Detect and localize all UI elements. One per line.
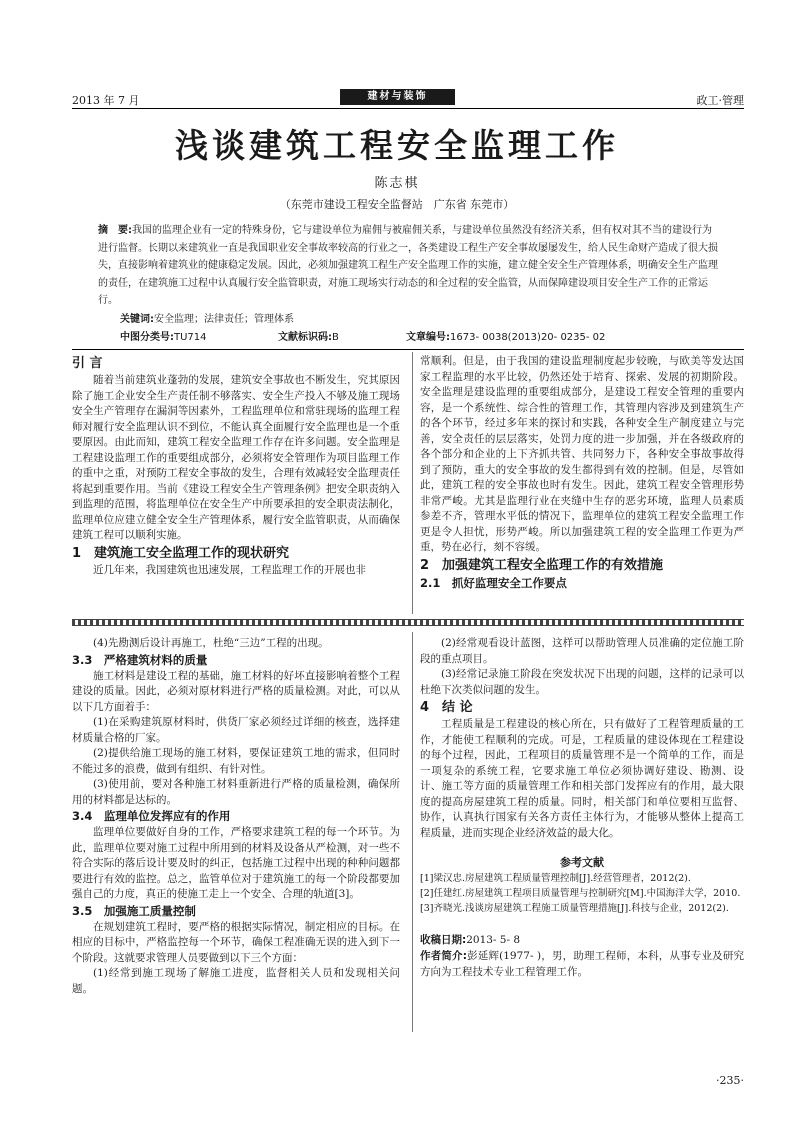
- received-label: 收稿日期:: [420, 933, 467, 946]
- section-3-5-item-3: (3)经常记录施工阶段在突发状况下出现的问题，这样的记录可以杜绝下次类似问题的发生。: [420, 668, 744, 696]
- continuation-divider: [72, 619, 744, 626]
- intro-paragraph: 随着当前建筑业蓬勃的发展，建筑安全事故也不断发生，究其原因除了施工企业安全生产责任制不够落实、安全生产投入不够及施工现场安全生产管理存在漏洞等因素外，工程监理单位和常驻现场的监理工程师对履行安全监理认识不到位，不能认真全面履行安全监理也是一个重要原因。由此而知，建筑工程安全监理工作存在许多问题。安全监理是工程建设监理工作的重要组成部分，必须将安全管理作为项目监理工作的重中之重，对预防工程安全事故的发生，合理有效减轻安全监理责任将起到重要作用。当前《建设工程安全生产管理条例》把安全职责纳入到监理的范围，将监理单位在安全生产中所要承担的安全职责法制化，监理单位应建立健全安全生产管理体系，履行安全监管职责，从而确保建筑工程可以顺利实施。: [72, 374, 400, 541]
- section-2-heading: 2 加强建筑工程安全监理工作的有效措施: [420, 557, 664, 573]
- abstract-text: 我国的监理企业有一定的特殊身份，它与建设单位为雇佣与被雇佣关系，与建设单位虽然没有经济关系，但有权对其不当的建设行为进行监督。长期以来建筑业一直是我国职业安全事故率较高的行业之一，各类建设工程生产安全事故屡屡发生，给人民生命财产造成了很大损失，直接影响着建筑业的健康稳定发展。因此，必须加强建筑工程生产安全监理工作的实施，建立健全安全生产管理体系，明确安全生产监理的责任，在建筑施工过程中认真履行安全监管职责，对施工现场实行动态的和全过程的安全监管，从而保障建设项目安全生产工作的正常运行。: [98, 225, 718, 307]
- abstract-rule: [72, 349, 744, 350]
- reference-item: [3]齐晓光.浅谈房屋建筑工程施工质量管理措施[J].科技与企业，2012(2).: [420, 902, 729, 914]
- section-3-3-heading: 3.3 严格建筑材料的质量: [72, 652, 208, 667]
- section-1-heading: 1 建筑施工安全监理工作的现状研究: [72, 545, 290, 561]
- section-3-4-paragraph: 监理单位要做好自身的工作，严格要求建筑工程的每一个环节。为此，监理单位要对施工过程中所用到的材料及设备从严检测，对一些不符合实际的落后设计要及时的纠正，包括施工过程中出现的种种问题都要进行有效的监控。总之，监管单位对于建筑施工的每一个阶段都要加强自己的力度，真正的使施工走上一个安全、合理的轨道[3]。: [72, 826, 400, 900]
- header-rule: [72, 108, 744, 109]
- abstract-label: 摘 要:: [98, 225, 132, 236]
- keywords-text: 安全监理；法律责任；管理体系: [154, 314, 294, 325]
- abstract: [98, 222, 720, 310]
- article-value: 1673- 0038(2013)20- 0235- 02: [450, 332, 606, 343]
- column-divider-lower: [412, 632, 413, 1032]
- section-3-5-item-1: (1)经常到施工现场了解施工进度，监督相关人员和发现相关问题。: [72, 967, 400, 995]
- bio-label: 作者简介:: [420, 949, 467, 962]
- keywords: [120, 310, 294, 325]
- section-3-3-item-3: (3)使用前，要对各种施工材料重新进行严格的质量检测，确保所用的材料都是达标的。: [72, 778, 400, 806]
- upper-right-column: [420, 354, 744, 592]
- references-heading: 参考文献: [560, 856, 604, 869]
- lower-right-column: [420, 636, 744, 980]
- clc-value: TU714: [174, 332, 207, 343]
- section-3-3-paragraph: 施工材料是建设工程的基础，施工材料的好坏直接影响着整个工程建设的质量。因此，必须对原材料进行严格的质量检测。对此，可以从以下几方面着手：: [72, 669, 400, 713]
- bio-text: 彭延辉(1977- )，男，助理工程师，本科，从事专业及研究方向为工程技术专业工程管理工作。: [420, 949, 744, 978]
- keywords-label: 关键词:: [120, 314, 154, 325]
- section-3-3-item-1: (1)在采购建筑原材料时，供货厂家必须经过详细的核查，选择建材质量合格的厂家。: [72, 716, 400, 744]
- section-3-5-paragraph: 在规划建筑工程时，要严格的根据实际情况，制定相应的目标。在相应的目标中，严格监控每一个环节，确保工程准确无误的进入到下一个阶段。这就要求管理人员要做到以下三个方面：: [72, 920, 400, 964]
- article-number: [406, 328, 605, 343]
- clc-number: [120, 328, 207, 343]
- conclusion-paragraph: 工程质量是工程建设的核心所在，只有做好了工程管理质量的工作，才能使工程顺利的完成。可是，工程质量的建设体现在工程建设的每个过程，因此，工程项目的质量管理不是一个简单的工作，而是一项复杂的系统工程，它要求施工单位必须协调好建设、勘测、设计、施工等方面的质量管理工作和相关部门发挥应有的作用，最大限度的提高房屋建筑工程的质量。同时，相关部门和单位要相互监督、协作，认真执行国家有关各方责任主体行为，才能够从整体上提高工程质量，进而实现企业经济效益的最大化。: [420, 718, 744, 839]
- section-3-5-heading: 3.5 加强施工质量控制: [72, 903, 196, 918]
- continued-paragraph: 常顺利。但是，由于我国的建设监理制度起步较晚，与欧美等发达国家工程监理的水平比较，仍然还处于培育、探索、发展的初期阶段。安全监理是建设监理的重要组成部分，是建设工程安全管理的重要内容，是一个系统性、综合性的管理工作，其管理内容涉及到建筑生产的各个环节，经过多年来的探讨和实践，各种安全生产制度建立与完善，安全责任的层层落实，处罚力度的进一步加强，并在各级政府的各个部分和企业的上下齐抓共管、共同努力下，各种安全事故事故得到了预防，重大的安全事故的发生都得到有效的控制。但是，尽管如此，建筑工程的安全事故也时有发生。因此，建筑工程安全管理形势非常严峻。尤其是监理行业在夹缝中生存的恶劣环境，监理人员素质参差不齐，管理水平低的情况下，监理单位的建筑工程安全监理工作更是令人担忧，形势严峻。所以加强建筑工程的安全监理工作更为严重，势在必行，刻不容缓。: [420, 355, 744, 553]
- header-date: 2013 年 7 月: [72, 94, 140, 107]
- doc-code: [278, 328, 339, 343]
- affiliation: （东莞市建设工程安全监督站 广东省 东莞市）: [279, 198, 515, 211]
- section-1-paragraph: 近几年来，我国建筑也迅速发展，工程监理工作的开展也非: [93, 563, 366, 576]
- section-3-4-heading: 3.4 监理单位发挥应有的作用: [72, 809, 231, 823]
- reference-item: [2]任建红.房屋建筑工程项目质量管理与控制研究[M].中国海洋大学，2010.: [420, 887, 741, 899]
- section-3-3-item-2: (2)提供给施工现场的施工材料，要保证建筑工地的需求，但同时不能过多的浪费，做到有组织、有针对性。: [72, 747, 400, 775]
- article-label: 文章编号:: [406, 332, 450, 343]
- reference-item: [1]梁汉忠.房屋建筑工程质量管理控制[J].经营管理者，2012(2).: [420, 872, 691, 884]
- header-section: 政工·管理: [696, 94, 744, 107]
- author-bio: [420, 948, 744, 980]
- references-list: [420, 871, 744, 916]
- clc-label: 中图分类号:: [120, 332, 174, 343]
- author: 陈志棋: [374, 176, 420, 191]
- paper-title: 浅谈建筑工程安全监理工作: [175, 126, 619, 165]
- doc-label: 文献标识码:: [278, 332, 332, 343]
- intro-heading: 引 言: [72, 356, 103, 371]
- section-3-5-item-2: (2)经常观看设计蓝图，这样可以帮助管理人员准确的定位施工阶段的重点项目。: [420, 637, 744, 665]
- received-value: 2013- 5- 8: [466, 933, 521, 946]
- upper-left-column: [72, 354, 400, 578]
- page-number: ·235·: [716, 1074, 744, 1087]
- item-4-paragraph: (4)先勘测后设计再施工，杜绝“三边”工程的出现。: [93, 637, 329, 649]
- received-date: [420, 932, 744, 948]
- column-divider-upper: [412, 352, 413, 614]
- journal-logo: 建材与装饰: [340, 89, 455, 105]
- section-2-1-heading: 2.1 抓好监理安全工作要点: [420, 575, 567, 590]
- section-4-heading: 4 结 论: [420, 700, 473, 715]
- lower-left-column: [72, 636, 400, 997]
- doc-value: B: [332, 332, 339, 343]
